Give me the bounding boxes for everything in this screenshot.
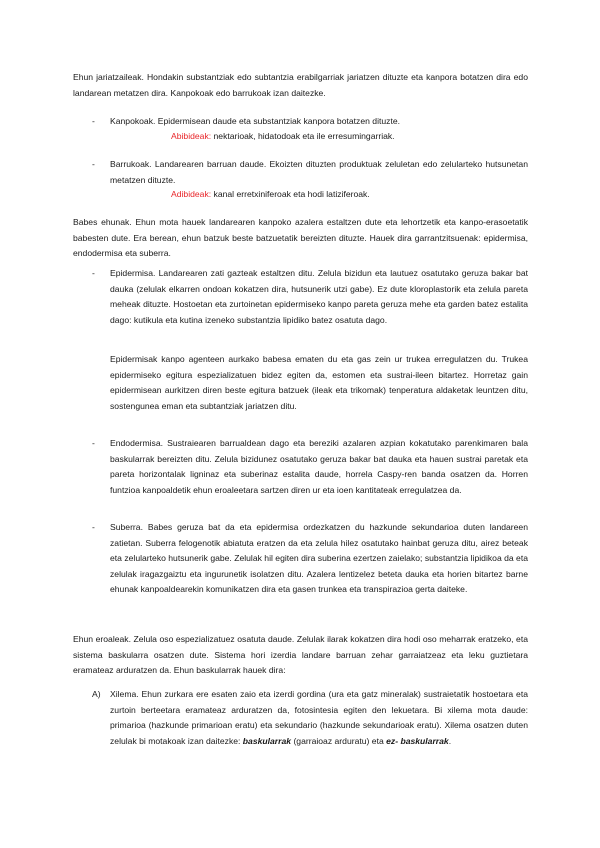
bullet-external-secretory: Kanpokoak. Epidermisean daude eta substantziak kanpora botatzen dituzte.: [110, 116, 400, 126]
example-internal: [171, 187, 531, 203]
item-xylem: [110, 687, 528, 749]
bullet-dash: -: [92, 522, 95, 532]
example-text: nektarioak, hidatodoak eta ile erresumingarriak.: [211, 131, 395, 141]
list-letter-a: A): [92, 689, 101, 699]
example-label: Abibideak:: [171, 131, 212, 141]
example-text: kanal erretxiniferoak eta hodi latiziferoak.: [211, 189, 370, 199]
bullet-dash: -: [92, 438, 95, 448]
bullet-suber: Suberra. Babes geruza bat da eta epidermisa ordezkatzen du hazkunde sekundarioa duten landareen zatietan. Suberra felogenotik abiatuta eratzen da eta zelula hilez osatutako hainbat geruza ditu, airez beteak eta zelularteko hutsunerik gabe. Zelulak hil egiten dira suberina ezertzen zaielako; substantzia lipidikoa da eta zelulak iragazgaiztu eta ingurunetik isolatzen ditu. Azalera lentizelez beteta dauka eta horien bitartez barne ehunak kanpoaldearekin komunikatzen dira eta gasen trunkea eta transpirazioa gerta daiteke.: [110, 522, 529, 595]
xylem-text-end: .: [448, 735, 452, 746]
paragraph-protective-tissues: Babes ehunak. Ehun mota hauek landarearen kanpoko azalera estaltzen dute eta lehortzetik eta kanpo-erasoetatik babesten dute. Era berean, ehun batzuk beste batzuetatik bereizten dituzte. Hauek dira garrantzitsuenak: epidermisa, endodermisa eta suberra.: [73, 217, 528, 259]
xylem-text-mid: (garraioaz arduratu) eta: [291, 735, 387, 746]
example-label: Adibideak:: [171, 189, 212, 199]
paragraph-secretory-tissues: Ehun jariatzaileak. Hondakin substantziak edo subtantzia erabilgarriak jariatzen dituzte eta kanpora botatzen dira edo landarean metatzen dira. Kanpokoak edo barrukoak izan daitezke.: [73, 72, 528, 98]
term-non-vascular: ez- baskularrak: [386, 735, 449, 746]
bullet-internal-secretory: Barrukoak. Landarearen barruan daude. Ekoizten dituzten produktuak zeluletan edo zelularteko hutsunetan metatzen dituzte.: [110, 159, 528, 185]
bullet-dash: -: [92, 268, 95, 278]
paragraph-conductive-tissues: Ehun eroaleak. Zelula oso espezializatuez osatuta daude. Zelulak ilarak kokatzen dira hodi oso meharrak eratzeko, eta sistema baskularra osatzen dute. Sistema hori izerdia landare barruan zehar garraiatzeaz eta leku guztietara eramateaz arduratzen da. Ehun baskularrak hauek dira:: [73, 634, 528, 676]
paragraph-epidermis-function: Epidermisak kanpo agenteen aurkako babesa ematen du eta gas zein ur trukea erregulatzen du. Trukea epidermiseko egitura espezializatuen bidez egiten da, estomen eta sustrai-ileen bitartez. Horretaz gain epidermisean aurkitzen diren beste egitura batzuek (ileak eta trikomak) tenperatura aldaketak leuntzen ditu, sostengunea eman eta subtantziak jariatzen ditu.: [110, 354, 528, 411]
bullet-epidermis: Epidermisa. Landarearen zati gazteak estaltzen ditu. Zelula bizidun eta lautuez osatutako geruza bakar bat dauka (zelulak elkarren ondoan kokatzen dira, hutsunerik utzi gabe). Ez dute kloroplastorik eta zelula pareta meheak dituzte. Hostoetan eta zurtoinetan epidermiseko kanpo pareta geruza mehe eta garden batez estalita dago: kutikula eta kutina izeneko substantzia lipidiko batez osatuta dago.: [110, 268, 528, 325]
example-external: [171, 129, 531, 145]
bullet-dash: -: [92, 116, 95, 126]
xylem-text: Xilema. Ehun zurkara ere esaten zaio eta izerdi gordina (ura eta gatz mineralak) sustraietatik hostoetara eta zurtoin berteetara eramateaz arduratzen da, fotosintesia egiten den lekuetara. Bi xilema mota daude: primarioa (hazkunde primarioan eratu) eta sekundario (hazkunde sekundarioak eratu). Xilema osatzen duten zelulak bi motakoak izan daitezke:: [110, 689, 528, 746]
bullet-endodermis: Endodermisa. Sustraiearen barrualdean dago eta bereziki azalaren azpian kokatutako parenkimaren bala baskularrak bereizten ditu. Zelula bizidunez osatutako geruza bakar bat dauka eta hauen sustrai paretak eta pareta horizontalak ligninaz eta suberinaz estalita daude, horrela Caspy-ren banda osatzen da. Horren funtzioa kanpoaldetik ehun eroaleetara sartzen diren ur eta ioen kantitateak erregulatzea da.: [110, 438, 528, 495]
term-vascular: baskularrak: [242, 735, 292, 746]
bullet-dash: -: [92, 159, 95, 169]
